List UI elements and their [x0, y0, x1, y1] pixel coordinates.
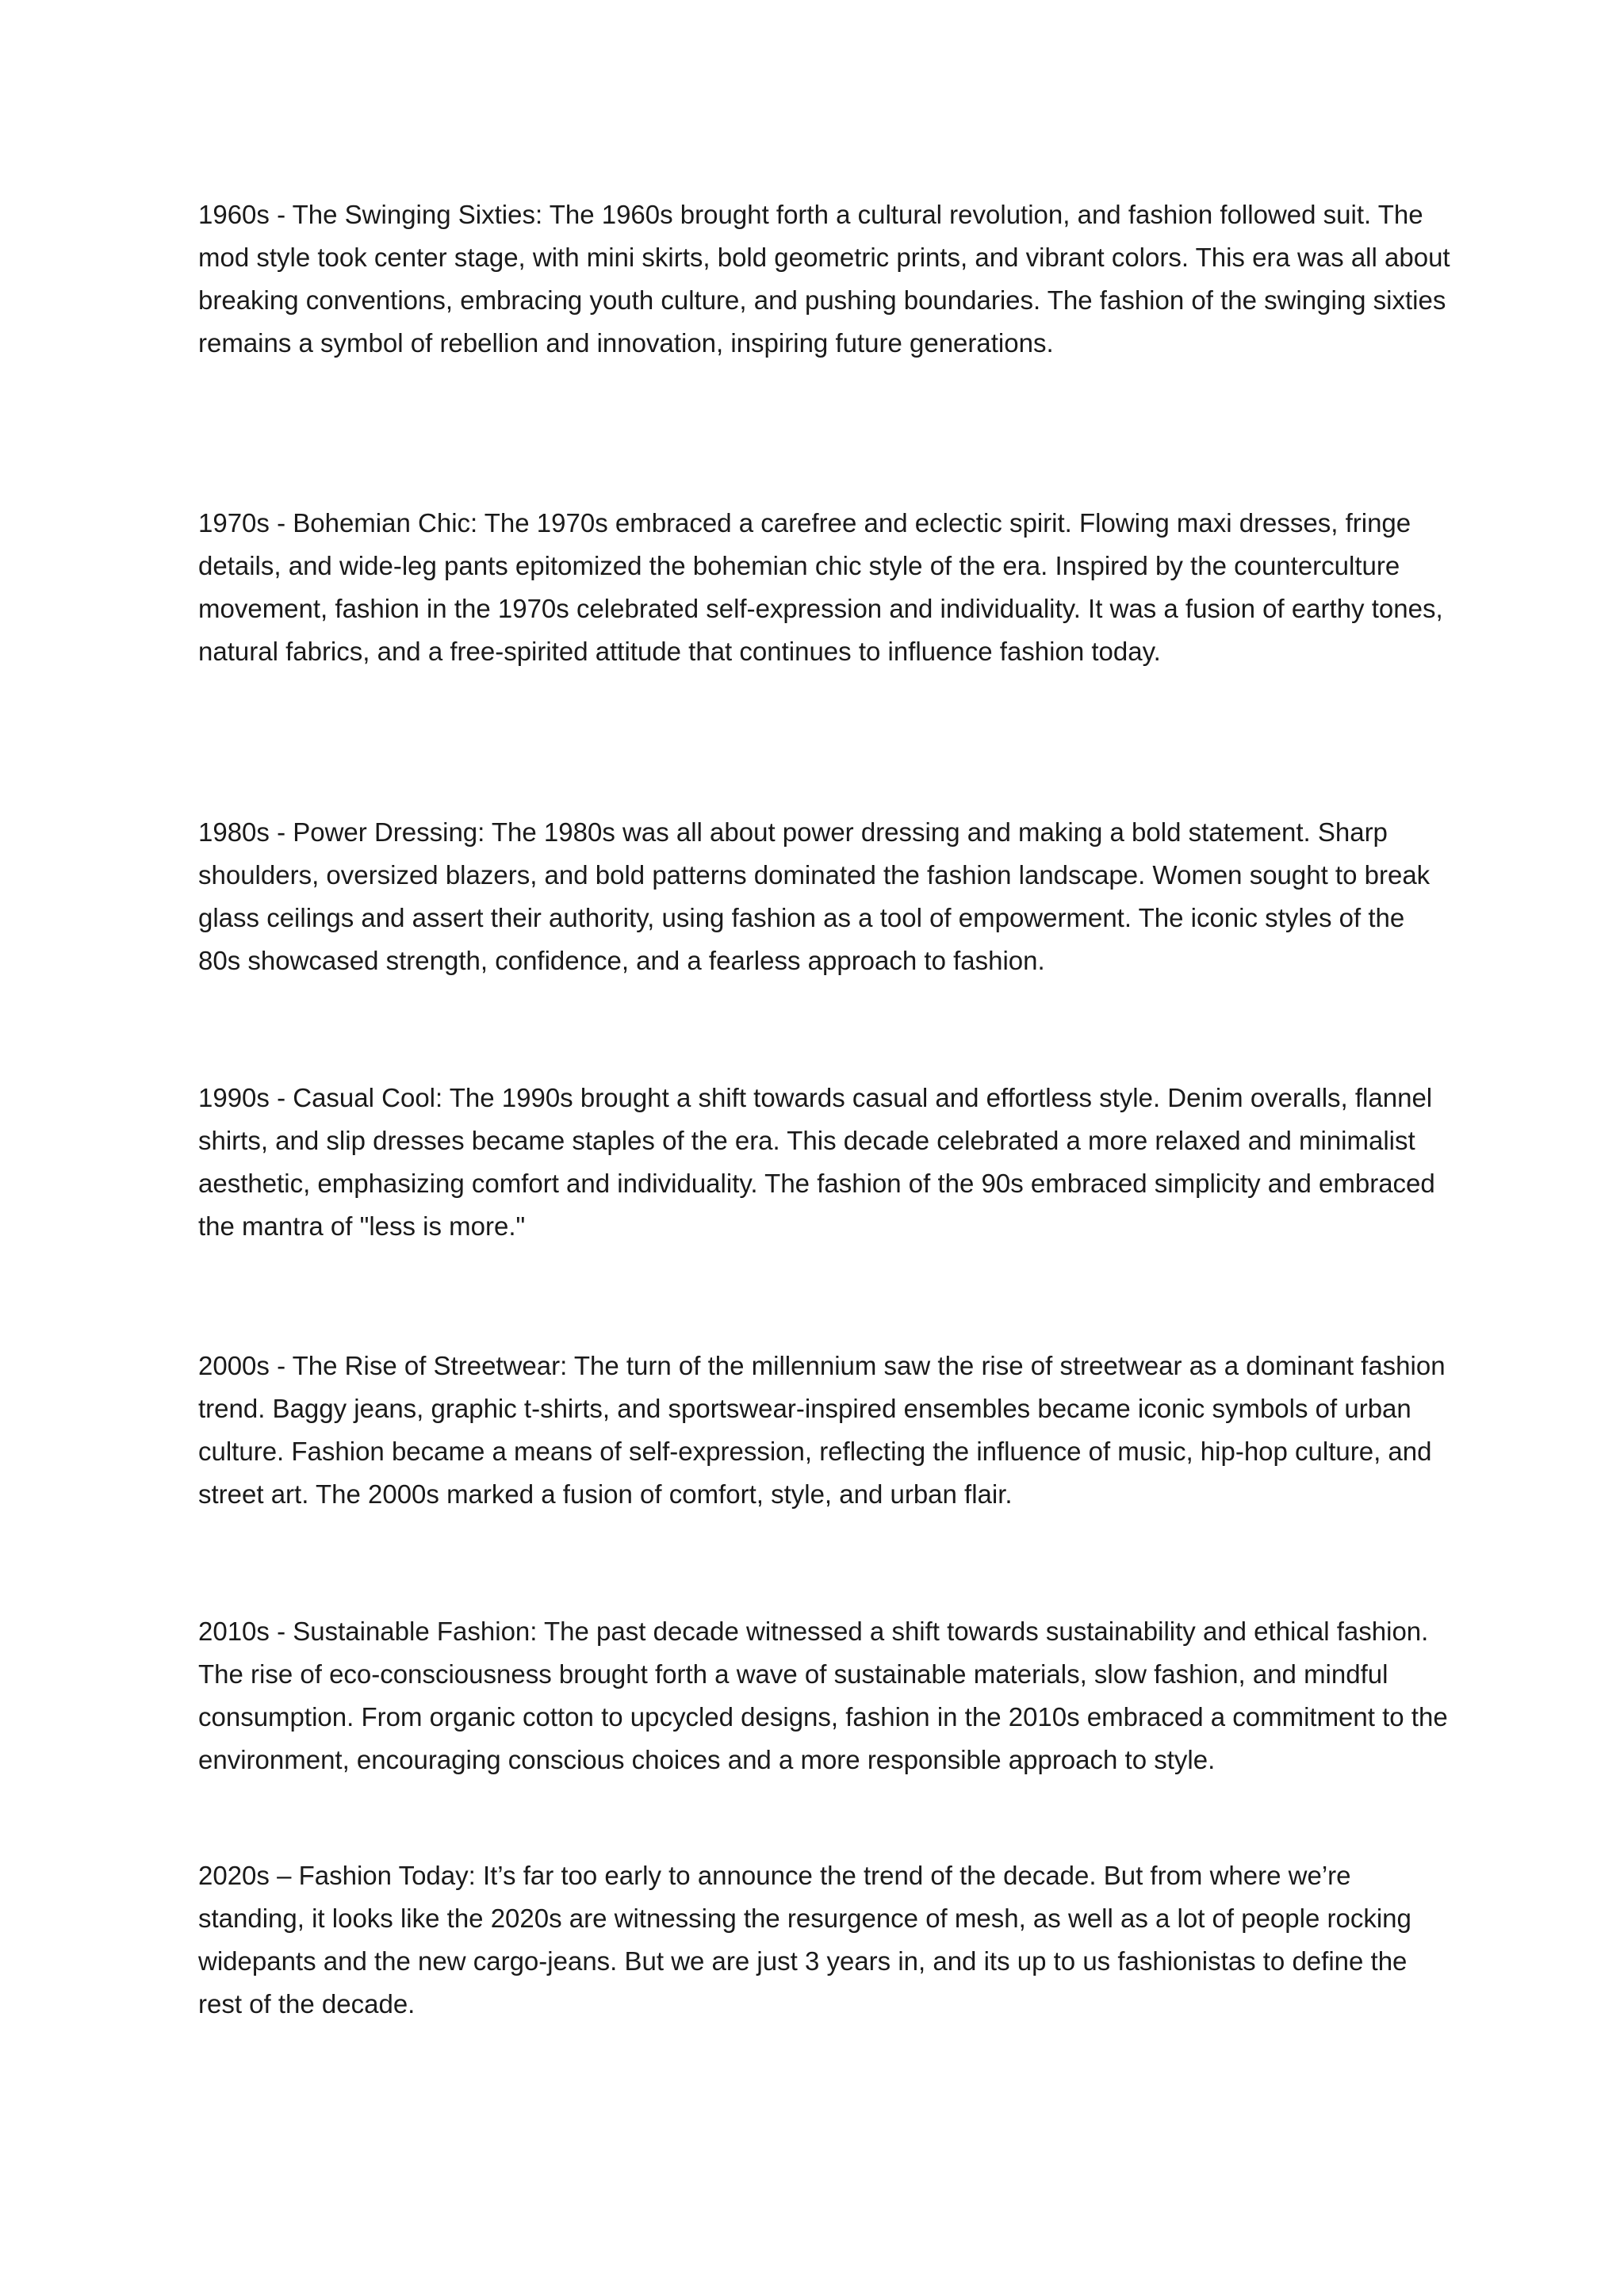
paragraph-1990s: 1990s - Casual Cool: The 1990s brought a shift towards casual and effortless style. Denim overalls, flannel shirts, and slip dresses became staples of the era. This decade celebrated a more relaxed and minimalist aesthetic, emphasizing comfort and individuality. The fashion of the 90s embraced simplicity and embraced the mantra of "less is more." [198, 1083, 1435, 1241]
paragraph-2000s: 2000s - The Rise of Streetwear: The turn of the millennium saw the rise of streetwear as a dominant fashion trend. Baggy jeans, graphic t-shirts, and sportswear-inspired ensembles became iconic symbols of urban culture. Fashion became a means of self-expression, reflecting the influence of music, hip-hop culture, and street art. The 2000s marked a fusion of comfort, style, and urban flair. [198, 1351, 1446, 1509]
paragraph-1980s: 1980s - Power Dressing: The 1980s was all about power dressing and making a bold statement. Sharp shoulders, oversized blazers, and bold patterns dominated the fashion landscape. Women sought to break glass ceilings and assert their authority, using fashion as a tool of empowerment. The iconic styles of the 80s showcased strength, confidence, and a fearless approach to fashion. [198, 817, 1431, 975]
paragraph-2010s: 2010s - Sustainable Fashion: The past decade witnessed a shift towards sustainability and ethical fashion. The rise of eco-consciousness brought forth a wave of sustainable materials, slow fashion, and mindful consumption. From organic cotton to upcycled designs, fashion in the 2010s embraced a commitment to the environment, encouraging conscious choices and a more responsible approach to style. [198, 1617, 1448, 1774]
paragraph-2020s: 2020s – Fashion Today: It’s far too early to announce the trend of the decade. But from where we’re standing, it looks like the 2020s are witnessing the resurgence of mesh, as well as a lot of people rocking widepants and the new cargo-jeans. But we are just 3 years in, and its up to us fashionistas to define the rest of the decade. [198, 1861, 1411, 2019]
paragraph-1970s: 1970s - Bohemian Chic: The 1970s embraced a carefree and eclectic spirit. Flowing maxi dresses, fringe details, and wide-leg pants epitomized the bohemian chic style of the era. Inspired by the counterculture movement, fashion in the 1970s celebrated self-expression and individuality. It was a fusion of earthy tones, natural fabrics, and a free-spirited attitude that continues to influence fashion today. [198, 508, 1443, 666]
paragraph-1960s: 1960s - The Swinging Sixties: The 1960s brought forth a cultural revolution, and fashion followed suit. The mod style took center stage, with mini skirts, bold geometric prints, and vibrant colors. This era was all about breaking conventions, embracing youth culture, and pushing boundaries. The fashion of the swinging sixties remains a symbol of rebellion and innovation, inspiring future generations. [198, 200, 1450, 358]
